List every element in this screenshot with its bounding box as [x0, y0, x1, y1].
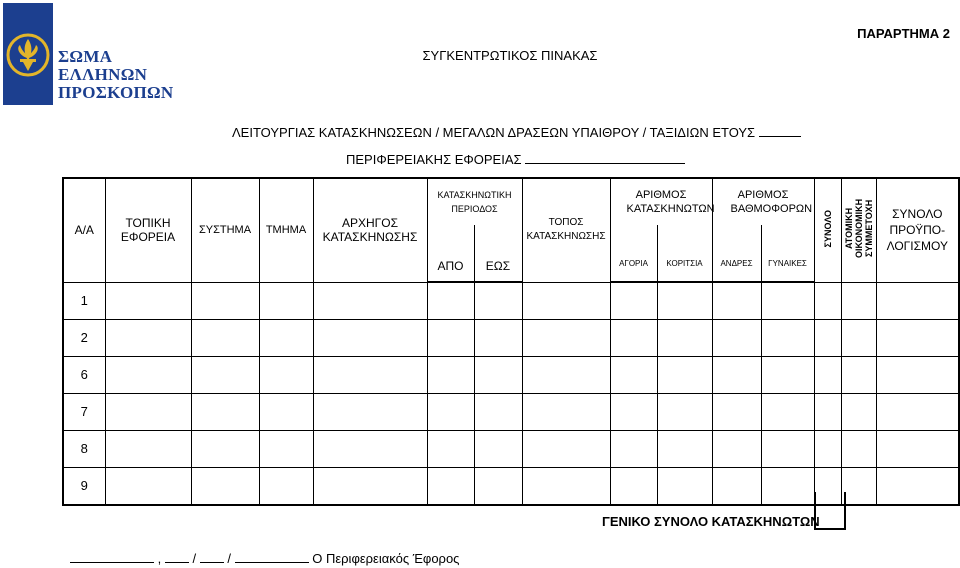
cell[interactable] — [814, 282, 841, 320]
cell[interactable] — [474, 431, 522, 468]
header-boys: ΑΓΟΡΙΑ — [610, 225, 657, 282]
cell[interactable] — [105, 431, 191, 468]
cell[interactable] — [814, 320, 841, 357]
cell[interactable] — [427, 320, 474, 357]
header-period: ΚΑΤΑΣΚΗΝΩΤΙΚΗ ΠΕΡΙΟΔΟΣ — [427, 178, 522, 225]
cell[interactable] — [761, 394, 814, 431]
org-line-3: ΠΡΟΣΚΟΠΩΝ — [58, 83, 174, 102]
cell[interactable] — [522, 320, 610, 357]
region-line — [346, 151, 685, 167]
cell[interactable] — [474, 468, 522, 506]
row-number: 1 — [63, 282, 105, 320]
cell[interactable] — [761, 282, 814, 320]
cell[interactable] — [474, 357, 522, 394]
cell[interactable] — [191, 282, 259, 320]
cell[interactable] — [313, 282, 427, 320]
cell[interactable] — [427, 394, 474, 431]
table-row — [63, 282, 959, 320]
year-field[interactable] — [759, 124, 801, 137]
cell[interactable] — [474, 394, 522, 431]
cell[interactable] — [712, 468, 761, 506]
cell[interactable] — [191, 320, 259, 357]
cell[interactable] — [191, 357, 259, 394]
cell[interactable] — [313, 394, 427, 431]
row-number: 6 — [63, 357, 105, 394]
cell[interactable] — [105, 468, 191, 506]
header-women: ΓΥΝΑΙΚΕΣ — [761, 225, 814, 282]
table-row — [63, 357, 959, 394]
cell[interactable] — [876, 282, 959, 320]
header-to: ΕΩΣ — [474, 225, 522, 282]
cell[interactable] — [610, 357, 657, 394]
year-signature-field[interactable] — [235, 550, 309, 563]
cell[interactable] — [657, 320, 712, 357]
cell[interactable] — [259, 468, 313, 506]
table-row — [63, 320, 959, 357]
header-camp-leader: ΑΡΧΗΓΟΣ ΚΑΤΑΣΚΗΝΩΣΗΣ — [313, 178, 427, 282]
cell[interactable] — [841, 394, 876, 431]
cell[interactable] — [105, 320, 191, 357]
cell[interactable] — [191, 431, 259, 468]
header-budget-total: ΣΥΝΟΛΟ ΠΡΟΫΠΟ-ΛΟΓΙΣΜΟΥ — [876, 178, 959, 282]
org-line-1: ΣΩΜΑ — [58, 47, 113, 66]
header-girls: ΚΟΡΙΤΣΙΑ — [657, 225, 712, 282]
org-line-2: ΕΛΛΗΝΩΝ — [58, 65, 148, 84]
cell[interactable] — [259, 282, 313, 320]
cell[interactable] — [474, 282, 522, 320]
cell[interactable] — [761, 468, 814, 506]
header-aa: Α/Α — [63, 178, 105, 282]
grand-total-label: ΓΕΝΙΚΟ ΣΥΝΟΛΟ ΚΑΤΑΣΚΗΝΩΤΩΝ — [602, 514, 820, 529]
cell[interactable] — [841, 282, 876, 320]
cell[interactable] — [522, 394, 610, 431]
cell[interactable] — [814, 431, 841, 468]
cell[interactable] — [712, 320, 761, 357]
table-row — [63, 394, 959, 431]
cell[interactable] — [191, 394, 259, 431]
subtitle-text: ΛΕΙΤΟΥΡΓΙΑΣ ΚΑΤΑΣΚΗΝΩΣΕΩΝ / ΜΕΓΑΛΩΝ ΔΡΑΣΕΩΝ ΥΠΑΙΘΡΟΥ / ΤΑΞΙΔΙΩΝ ΕΤΟΥΣ — [232, 125, 756, 140]
header-local-ephoria: ΤΟΠΙΚΗ ΕΦΟΡΕΙΑ — [105, 178, 191, 282]
cell[interactable] — [876, 431, 959, 468]
cell[interactable] — [259, 320, 313, 357]
date-slash-1: / — [192, 551, 197, 566]
cell[interactable] — [313, 468, 427, 506]
region-field[interactable] — [525, 151, 685, 164]
cell[interactable] — [522, 468, 610, 506]
header-contribution — [841, 178, 876, 282]
cell[interactable] — [841, 468, 876, 506]
cell[interactable] — [427, 431, 474, 468]
date-slash-2: / — [227, 551, 231, 566]
document-title: ΣΥΓΚΕΝΤΡΩΤΙΚΟΣ ΠΙΝΑΚΑΣ — [422, 48, 598, 63]
header-men: ΑΝΔΡΕΣ — [712, 225, 761, 282]
row-number: 9 — [63, 468, 105, 506]
cell[interactable] — [761, 431, 814, 468]
cell[interactable] — [657, 468, 712, 506]
total-label: ΣΥΝΟΛΟ — [822, 209, 833, 247]
header-section: ΤΜΗΜΑ — [259, 178, 313, 282]
annex-label: ΠΑΡΑΡΤΗΜΑ 2 — [857, 26, 950, 41]
row-number: 8 — [63, 431, 105, 468]
cell[interactable] — [427, 282, 474, 320]
grand-total-field[interactable] — [814, 492, 846, 530]
cell[interactable] — [712, 357, 761, 394]
header-system: ΣΥΣΤΗΜΑ — [191, 178, 259, 282]
table-row — [63, 431, 959, 468]
cell[interactable] — [105, 282, 191, 320]
cell[interactable] — [876, 468, 959, 506]
cell[interactable] — [657, 394, 712, 431]
cell[interactable] — [712, 282, 761, 320]
cell[interactable] — [841, 320, 876, 357]
header-campers-count: ΑΡΙΘΜΟΣ ΚΑΤΑΣΚΗΝΩΤΩΝ — [610, 178, 712, 225]
cell[interactable] — [522, 357, 610, 394]
cell[interactable] — [712, 431, 761, 468]
cell[interactable] — [610, 468, 657, 506]
summary-table — [62, 177, 960, 506]
cell[interactable] — [191, 468, 259, 506]
cell[interactable] — [657, 357, 712, 394]
cell[interactable] — [610, 431, 657, 468]
signatory-label: Ο Περιφερειακός Έφορος — [312, 551, 460, 566]
cell[interactable] — [259, 357, 313, 394]
header-from: ΑΠΟ — [427, 225, 474, 282]
cell[interactable] — [876, 394, 959, 431]
cell[interactable] — [657, 431, 712, 468]
row-number: 2 — [63, 320, 105, 357]
cell[interactable] — [610, 282, 657, 320]
header-place: ΤΟΠΟΣ ΚΑΤΑΣΚΗΝΩΣΗΣ — [522, 178, 610, 282]
cell[interactable] — [259, 431, 313, 468]
cell[interactable] — [761, 357, 814, 394]
cell[interactable] — [761, 320, 814, 357]
cell[interactable] — [259, 394, 313, 431]
cell[interactable] — [610, 320, 657, 357]
month-field[interactable] — [200, 550, 224, 563]
cell[interactable] — [841, 431, 876, 468]
cell[interactable] — [610, 394, 657, 431]
cell[interactable] — [313, 431, 427, 468]
cell[interactable] — [876, 357, 959, 394]
place-field[interactable] — [70, 550, 154, 563]
comma: , — [157, 551, 162, 566]
cell[interactable] — [522, 431, 610, 468]
region-label: ΠΕΡΙΦΕΡΕΙΑΚΗΣ ΕΦΟΡΕΙΑΣ — [346, 152, 522, 167]
cell[interactable] — [876, 320, 959, 357]
cell[interactable] — [105, 394, 191, 431]
header-leaders-count: ΑΡΙΘΜΟΣ ΒΑΘΜΟΦΟΡΩΝ — [712, 178, 814, 225]
cell[interactable] — [427, 468, 474, 506]
cell[interactable] — [841, 357, 876, 394]
header-total — [814, 178, 841, 282]
cell[interactable] — [313, 357, 427, 394]
document-subtitle — [232, 124, 801, 140]
day-field[interactable] — [165, 550, 189, 563]
contribution-label: ΑΤΟΜΙΚΗ ΟΙΚΟΝΟΜΙΚΗ ΣΥΜΜΕΤΟΧΗ — [843, 198, 874, 258]
cell[interactable] — [712, 394, 761, 431]
cell[interactable] — [105, 357, 191, 394]
cell[interactable] — [474, 320, 522, 357]
cell[interactable] — [657, 282, 712, 320]
signature-line — [70, 550, 459, 566]
row-number: 7 — [63, 394, 105, 431]
cell[interactable] — [814, 394, 841, 431]
cell[interactable] — [814, 357, 841, 394]
cell[interactable] — [313, 320, 427, 357]
cell[interactable] — [427, 357, 474, 394]
cell[interactable] — [522, 282, 610, 320]
